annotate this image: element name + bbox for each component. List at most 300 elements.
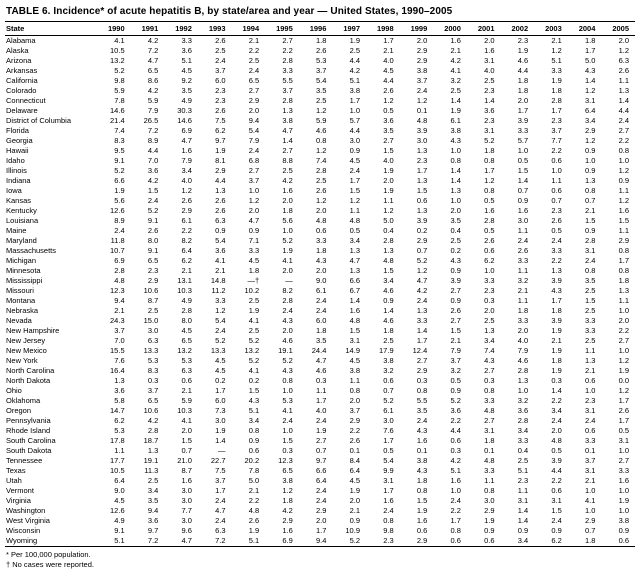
value-cell: 6.1 — [383, 406, 394, 415]
value-cell: 9.1 — [147, 246, 159, 255]
value-cell: 4.1 — [114, 36, 125, 45]
value-cell: 1.3 — [416, 306, 428, 315]
value-cell: 2.9 — [584, 516, 596, 525]
value-cell: 1.4 — [484, 96, 495, 105]
column-header-year: 1994 — [232, 22, 266, 36]
value-cell: 3.1 — [584, 406, 596, 415]
value-cell: 0.9 — [349, 516, 360, 525]
value-cell: 1.9 — [215, 146, 226, 155]
value-cell: 1.8 — [315, 326, 327, 335]
value-cell: 4.8 — [248, 506, 260, 515]
value-cell: 1.5 — [450, 326, 461, 335]
state-name-cell: Mississippi — [6, 276, 43, 285]
value-cell: 1.3 — [618, 86, 629, 95]
value-cell: 2.6 — [349, 436, 360, 445]
value-cell: 1.1 — [517, 226, 529, 235]
value-cell: 7.9 — [517, 346, 529, 355]
state-name-cell: Oregon — [6, 406, 32, 415]
value-cell: 3.3 — [484, 276, 495, 285]
value-cell: 2.3 — [484, 286, 495, 295]
value-cell: 7.6 — [383, 426, 394, 435]
value-cell: 6.1 — [450, 116, 461, 125]
value-cell: 0.9 — [450, 266, 461, 275]
state-name-cell: Alabama — [6, 36, 36, 45]
value-cell: 1.3 — [450, 186, 461, 195]
value-cell: 2.9 — [416, 46, 428, 55]
value-cell: 4.3 — [416, 466, 428, 475]
value-cell: 2.3 — [147, 266, 159, 275]
value-cell: 17.9 — [379, 346, 394, 355]
value-cell: 1.8 — [517, 306, 529, 315]
value-cell: 7.4 — [484, 346, 495, 355]
value-cell: 5.2 — [484, 136, 495, 145]
value-cell: 5.4 — [215, 316, 226, 325]
value-cell: 0.9 — [215, 226, 226, 235]
table-row — [5, 396, 635, 406]
table-row — [5, 536, 635, 547]
value-cell: 4.2 — [450, 456, 461, 465]
value-cell: 3.7 — [215, 476, 226, 485]
value-cell: 1.3 — [282, 106, 293, 115]
value-cell: 4.7 — [147, 56, 159, 65]
value-cell: 6.9 — [114, 256, 125, 265]
value-cell: 1.3 — [416, 146, 428, 155]
value-cell: 2.4 — [450, 496, 461, 505]
value-cell: 13.2 — [177, 346, 192, 355]
value-cell: 2.0 — [315, 266, 327, 275]
value-cell: 0.6 — [450, 536, 461, 545]
value-cell: 0.8 — [584, 186, 596, 195]
value-cell: 1.8 — [584, 536, 596, 545]
value-cell: 2.9 — [181, 206, 192, 215]
value-cell: 2.5 — [450, 86, 461, 95]
value-cell: 3.4 — [517, 536, 529, 545]
value-cell: 1.2 — [315, 146, 327, 155]
value-cell: 6.5 — [181, 336, 192, 345]
table-row — [5, 226, 635, 236]
value-cell: 3.4 — [383, 276, 394, 285]
value-cell: 0.7 — [584, 526, 596, 535]
value-cell: 5.2 — [383, 396, 394, 405]
value-cell: 2.1 — [114, 306, 125, 315]
value-cell: 2.6 — [450, 306, 461, 315]
table-row — [5, 126, 635, 136]
value-cell: 4.4 — [215, 176, 226, 185]
value-cell: 1.0 — [618, 346, 629, 355]
value-cell: 2.2 — [618, 326, 629, 335]
value-cell: 7.9 — [450, 346, 461, 355]
value-cell: 1.8 — [517, 86, 529, 95]
value-cell: 7.4 — [315, 156, 327, 165]
value-cell: 4.1 — [248, 366, 260, 375]
value-cell: 9.8 — [383, 526, 394, 535]
value-cell: 1.7 — [618, 416, 629, 425]
value-cell: 1.8 — [551, 356, 562, 365]
value-cell: 0.8 — [484, 486, 495, 495]
footnotes — [5, 547, 635, 570]
value-cell: 4.1 — [282, 256, 293, 265]
value-cell: 2.3 — [484, 86, 495, 95]
value-cell: 3.3 — [584, 326, 596, 335]
value-cell: 1.9 — [349, 36, 360, 45]
value-cell: 3.1 — [383, 476, 394, 485]
value-cell: 2.6 — [315, 46, 327, 55]
value-cell: 2.8 — [181, 306, 192, 315]
value-cell: 1.9 — [416, 506, 428, 515]
state-name-cell: Kansas — [6, 196, 32, 205]
value-cell: 1.8 — [484, 436, 495, 445]
value-cell: 4.0 — [315, 406, 327, 415]
value-cell: 1.7 — [349, 176, 360, 185]
value-cell: 2.9 — [215, 166, 226, 175]
value-cell: 9.7 — [147, 526, 159, 535]
value-cell: 1.2 — [618, 196, 629, 205]
column-header-state: State — [5, 22, 97, 36]
value-cell: 1.7 — [450, 516, 461, 525]
value-cell: 8.2 — [282, 286, 293, 295]
value-cell: 0.8 — [282, 376, 293, 385]
value-cell: 4.7 — [181, 136, 192, 145]
value-cell: 3.7 — [248, 176, 260, 185]
value-cell: 2.5 — [484, 316, 495, 325]
value-cell: 6.4 — [315, 476, 327, 485]
value-cell: 1.2 — [416, 266, 428, 275]
column-header-year: 2005 — [601, 22, 635, 36]
value-cell: 5.6 — [114, 196, 125, 205]
value-cell: 9.6 — [181, 526, 192, 535]
value-cell: 0.1 — [584, 446, 596, 455]
value-cell: 2.4 — [315, 296, 327, 305]
value-cell: 0.3 — [484, 376, 495, 385]
state-name-cell: Oklahoma — [6, 396, 41, 405]
value-cell: 3.5 — [315, 336, 327, 345]
value-cell: 9.7 — [315, 456, 327, 465]
state-name-cell: Nevada — [6, 316, 32, 325]
value-cell: 3.1 — [484, 126, 495, 135]
value-cell: 3.6 — [114, 386, 125, 395]
value-cell: 6.2 — [114, 416, 125, 425]
value-cell: 5.6 — [282, 216, 293, 225]
value-cell: 4.4 — [383, 76, 394, 85]
column-header-year: 2002 — [501, 22, 535, 36]
value-cell: 12.3 — [110, 286, 125, 295]
value-cell: 2.7 — [484, 416, 495, 425]
value-cell: 1.1 — [618, 186, 629, 195]
value-cell: 3.0 — [349, 136, 360, 145]
table-row — [5, 86, 635, 96]
value-cell: 4.1 — [584, 496, 596, 505]
value-cell: 1.0 — [618, 486, 629, 495]
value-cell: 5.2 — [349, 536, 360, 545]
value-cell: 0.2 — [215, 376, 226, 385]
value-cell: 1.1 — [315, 386, 327, 395]
value-cell: 0.8 — [450, 526, 461, 535]
value-cell: 3.1 — [618, 436, 629, 445]
value-cell: 13.2 — [244, 346, 260, 355]
value-cell: 4.0 — [181, 176, 192, 185]
table-row — [5, 336, 635, 346]
value-cell: 1.3 — [349, 246, 360, 255]
value-cell: 15.0 — [143, 316, 159, 325]
value-cell: 3.7 — [551, 126, 562, 135]
value-cell: 6.6 — [114, 176, 125, 185]
state-name-cell: Idaho — [6, 156, 25, 165]
value-cell: 17.7 — [110, 456, 125, 465]
value-cell: 3.4 — [181, 166, 192, 175]
value-cell: 1.7 — [215, 386, 226, 395]
table-row — [5, 56, 635, 66]
table-row — [5, 486, 635, 496]
value-cell: 13.3 — [143, 346, 159, 355]
value-cell: 2.9 — [618, 236, 629, 245]
state-name-cell: Wisconsin — [6, 526, 41, 535]
value-cell: 5.7 — [517, 136, 529, 145]
value-cell: 1.9 — [551, 366, 562, 375]
value-cell: 6.2 — [215, 126, 226, 135]
value-cell: 1.5 — [248, 386, 260, 395]
value-cell: 0.2 — [416, 226, 428, 235]
value-cell: 2.5 — [383, 336, 394, 345]
value-cell: 1.3 — [484, 326, 495, 335]
value-cell: 2.9 — [584, 126, 596, 135]
value-cell: 1.2 — [618, 46, 629, 55]
value-cell: 3.7 — [215, 66, 226, 75]
value-cell: 5.1 — [248, 536, 260, 545]
value-cell: 5.2 — [114, 66, 125, 75]
value-cell: 1.7 — [315, 396, 327, 405]
value-cell: 7.9 — [181, 156, 192, 165]
value-cell: 12.6 — [110, 506, 125, 515]
value-cell: 3.5 — [450, 216, 461, 225]
value-cell: 2.0 — [282, 266, 293, 275]
value-cell: 1.3 — [349, 266, 360, 275]
value-cell: 1.2 — [315, 106, 327, 115]
value-cell: 2.4 — [282, 306, 293, 315]
value-cell: 2.4 — [416, 416, 428, 425]
value-cell: 1.3 — [114, 376, 125, 385]
value-cell: 3.4 — [484, 336, 495, 345]
value-cell: 0.3 — [147, 376, 159, 385]
value-cell: 0.6 — [383, 376, 394, 385]
value-cell: 6.3 — [618, 56, 629, 65]
value-cell: 1.7 — [416, 166, 428, 175]
value-cell: 5.4 — [315, 76, 327, 85]
value-cell: 1.2 — [383, 206, 394, 215]
value-cell: 0.6 — [248, 446, 260, 455]
value-cell: 3.4 — [551, 406, 562, 415]
value-cell: 1.0 — [484, 266, 495, 275]
value-cell: 1.3 — [147, 446, 159, 455]
value-cell: 0.5 — [484, 226, 495, 235]
value-cell: 2.6 — [618, 66, 629, 75]
value-cell: 1.4 — [282, 136, 293, 145]
value-cell: 1.9 — [551, 76, 562, 85]
table-row — [5, 176, 635, 186]
column-header-year: 1990 — [97, 22, 131, 36]
state-name-cell: Massachusetts — [6, 246, 57, 255]
value-cell: 1.0 — [517, 146, 529, 155]
value-cell: 6.7 — [349, 286, 360, 295]
value-cell: 5.2 — [215, 336, 226, 345]
table-row — [5, 156, 635, 166]
value-cell: 3.3 — [517, 316, 529, 325]
value-cell: 1.4 — [349, 296, 360, 305]
value-cell: 3.1 — [551, 496, 562, 505]
value-cell: 0.6 — [416, 526, 428, 535]
table-row — [5, 326, 635, 336]
value-cell: 4.8 — [551, 436, 562, 445]
value-cell: 0.9 — [517, 196, 529, 205]
value-cell: 1.3 — [416, 206, 428, 215]
value-cell: 4.8 — [484, 406, 495, 415]
value-cell: 0.4 — [383, 226, 394, 235]
value-cell: 1.5 — [517, 166, 529, 175]
value-cell: 2.6 — [517, 246, 529, 255]
column-header-year: 2000 — [433, 22, 467, 36]
value-cell: 0.9 — [584, 146, 596, 155]
state-name-cell: Georgia — [6, 136, 33, 145]
value-cell: 10.3 — [177, 406, 192, 415]
value-cell: 0.8 — [618, 266, 629, 275]
value-cell: 2.5 — [147, 306, 159, 315]
value-cell: —† — [247, 276, 260, 285]
value-cell: 3.3 — [484, 396, 495, 405]
value-cell: 2.1 — [551, 336, 562, 345]
value-cell: 3.6 — [147, 166, 159, 175]
value-cell: 12.3 — [278, 456, 293, 465]
value-cell: 2.3 — [551, 206, 562, 215]
value-cell: 2.2 — [248, 496, 260, 505]
value-cell: 3.8 — [416, 66, 428, 75]
value-cell: 3.8 — [618, 516, 629, 525]
value-cell: 1.7 — [383, 436, 394, 445]
value-cell: 2.7 — [450, 316, 461, 325]
value-cell: 1.4 — [517, 176, 529, 185]
value-cell: 5.0 — [584, 56, 596, 65]
value-cell: 6.6 — [315, 466, 327, 475]
value-cell: 2.4 — [215, 56, 226, 65]
value-cell: 2.5 — [282, 166, 293, 175]
value-cell: 0.9 — [248, 226, 260, 235]
value-cell: 0.6 — [484, 536, 495, 545]
value-cell: 1.3 — [618, 286, 629, 295]
value-cell: 5.1 — [349, 76, 360, 85]
value-cell: 4.4 — [618, 106, 629, 115]
value-cell: 5.9 — [181, 396, 192, 405]
value-cell: 2.9 — [416, 56, 428, 65]
value-cell: 1.9 — [315, 426, 327, 435]
value-cell: 0.9 — [248, 436, 260, 445]
value-cell: 1.1 — [618, 226, 629, 235]
value-cell: 2.3 — [215, 86, 226, 95]
value-cell: 2.0 — [551, 426, 562, 435]
value-cell: 1.4 — [584, 76, 596, 85]
value-cell: 1.2 — [551, 46, 562, 55]
value-cell: 5.8 — [114, 396, 125, 405]
value-cell: 5.5 — [416, 396, 428, 405]
value-cell: 3.3 — [484, 466, 495, 475]
value-cell: 7.4 — [114, 126, 125, 135]
value-cell: 1.6 — [416, 436, 428, 445]
value-cell: 3.5 — [383, 126, 394, 135]
value-cell: 2.7 — [450, 286, 461, 295]
value-cell: 4.2 — [282, 176, 293, 185]
value-cell: 6.4 — [181, 246, 192, 255]
value-cell: 12.4 — [412, 346, 428, 355]
state-name-cell: New Jersey — [6, 336, 46, 345]
value-cell: 4.5 — [215, 366, 226, 375]
value-cell: 0.7 — [181, 446, 192, 455]
value-cell: 3.3 — [517, 436, 529, 445]
value-cell: 16.4 — [110, 366, 125, 375]
value-cell: 1.3 — [517, 376, 529, 385]
incidence-table — [5, 21, 635, 547]
value-cell: 2.9 — [147, 276, 159, 285]
value-cell: 2.5 — [315, 176, 327, 185]
value-cell: 1.8 — [315, 246, 327, 255]
value-cell: 4.6 — [383, 286, 394, 295]
value-cell: 8.4 — [349, 456, 360, 465]
value-cell: 0.8 — [450, 156, 461, 165]
value-cell: 6.0 — [315, 316, 327, 325]
value-cell: 5.1 — [181, 56, 192, 65]
value-cell: 4.2 — [349, 66, 360, 75]
value-cell: 2.4 — [584, 256, 596, 265]
value-cell: 1.0 — [517, 386, 529, 395]
value-cell: 4.3 — [282, 366, 293, 375]
value-cell: 2.3 — [215, 96, 226, 105]
value-cell: 2.4 — [248, 146, 260, 155]
value-cell: 2.2 — [450, 506, 461, 515]
value-cell: 0.8 — [349, 386, 360, 395]
value-cell: 1.3 — [416, 176, 428, 185]
table-row — [5, 236, 635, 246]
value-cell: 2.4 — [315, 306, 327, 315]
table-row — [5, 76, 635, 86]
value-cell: 2.8 — [584, 236, 596, 245]
value-cell: 1.9 — [349, 486, 360, 495]
value-cell: 2.7 — [618, 456, 629, 465]
value-cell: 1.8 — [282, 496, 293, 505]
value-cell: 3.3 — [551, 66, 562, 75]
value-cell: 9.1 — [114, 526, 125, 535]
state-name-cell: New Mexico — [6, 346, 47, 355]
value-cell: 3.3 — [517, 256, 529, 265]
value-cell: 1.9 — [114, 186, 125, 195]
value-cell: 4.4 — [349, 56, 360, 65]
value-cell: 3.2 — [517, 396, 529, 405]
value-cell: 14.8 — [210, 276, 226, 285]
value-cell: 2.9 — [416, 536, 428, 545]
value-cell: 1.0 — [584, 486, 596, 495]
value-cell: 1.0 — [282, 226, 293, 235]
value-cell: 6.5 — [147, 396, 159, 405]
state-name-cell: Montana — [6, 296, 36, 305]
value-cell: 7.2 — [147, 46, 159, 55]
value-cell: 5.3 — [114, 426, 125, 435]
value-cell: 4.0 — [517, 336, 529, 345]
value-cell: 4.8 — [349, 216, 360, 225]
value-cell: 3.0 — [416, 136, 428, 145]
value-cell: 2.0 — [618, 316, 629, 325]
table-row — [5, 506, 635, 516]
value-cell: 5.9 — [315, 116, 327, 125]
value-cell: 3.4 — [147, 486, 159, 495]
value-cell: 1.2 — [248, 196, 260, 205]
value-cell: 1.4 — [551, 386, 562, 395]
value-cell: 0.7 — [551, 196, 562, 205]
value-cell: 0.5 — [484, 196, 495, 205]
